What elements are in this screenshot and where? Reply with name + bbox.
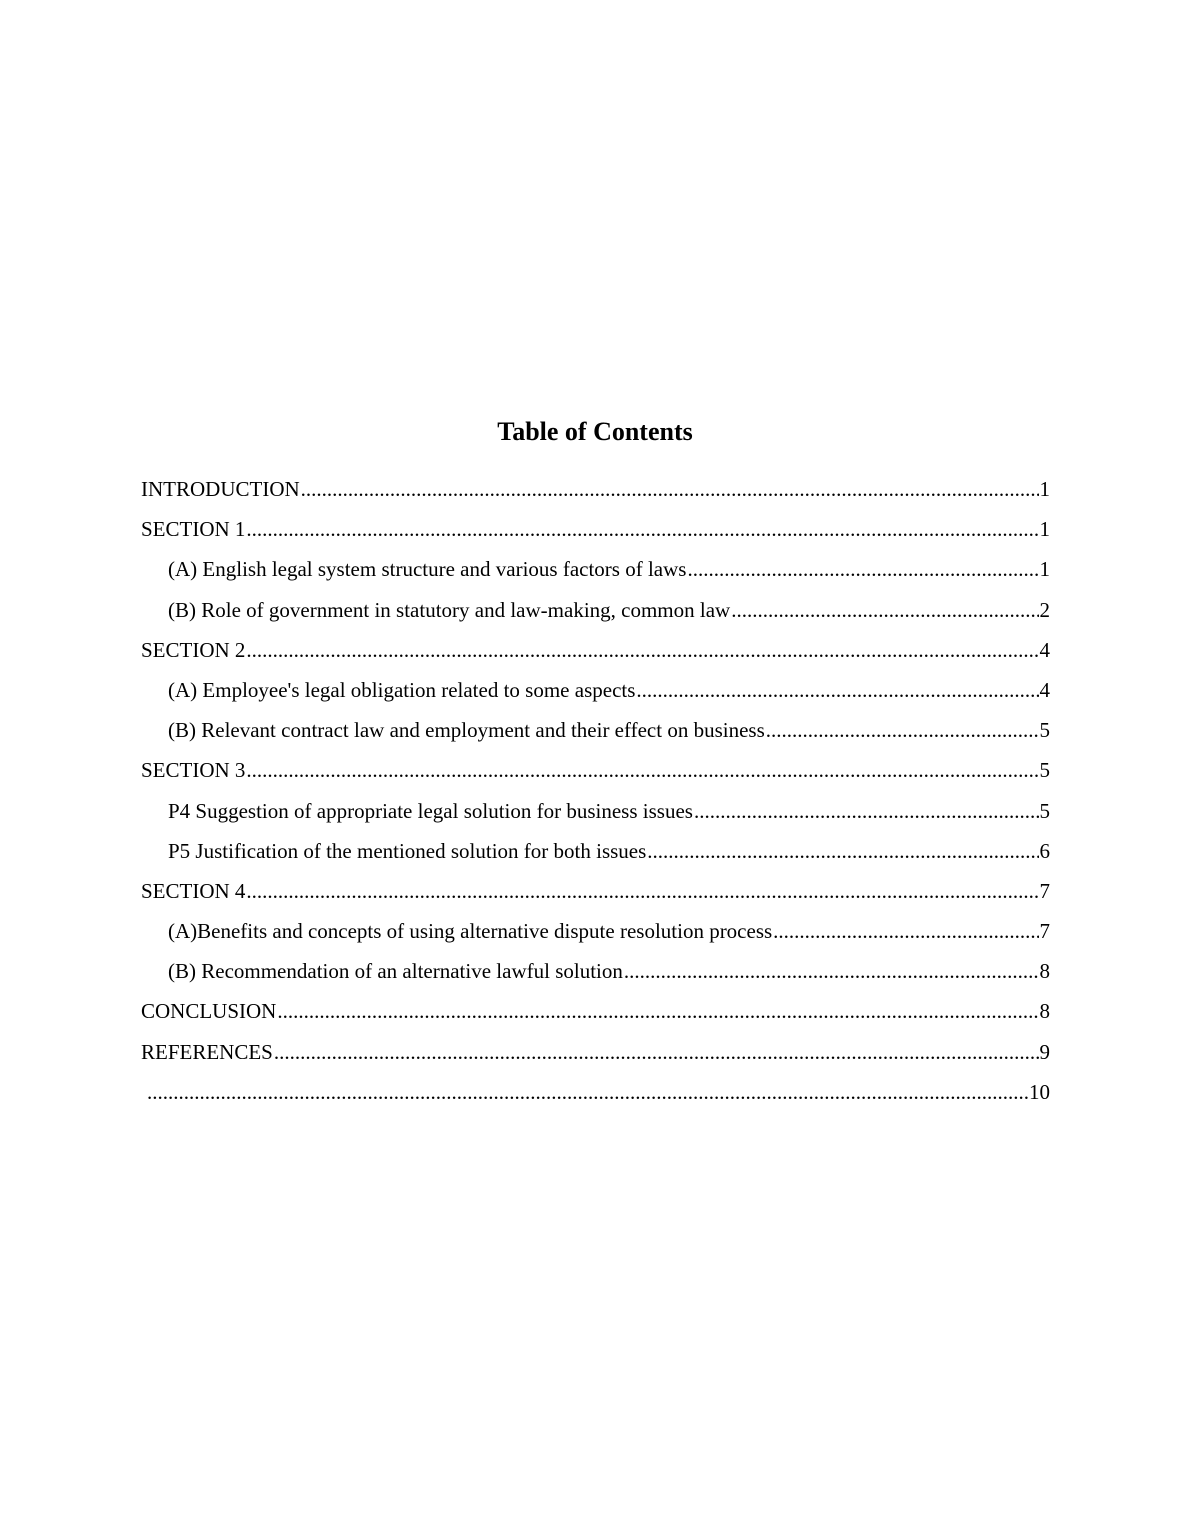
dot-leader <box>147 1075 1028 1109</box>
toc-entry-references[interactable] <box>141 1035 1050 1075</box>
toc-page-number: 5 <box>1039 718 1050 743</box>
toc-page-number: 5 <box>1039 758 1050 783</box>
toc-entry-section-4b[interactable] <box>141 954 1050 994</box>
toc-page-number: 1 <box>1039 557 1050 582</box>
dot-leader <box>694 794 1039 828</box>
toc-entry-text: P4 Suggestion of appropriate legal solution for business issues <box>168 798 693 823</box>
dot-leader <box>731 593 1038 627</box>
dot-leader <box>773 914 1038 948</box>
toc-entry-section-4a[interactable] <box>141 914 1050 954</box>
toc-entry-section-4[interactable] <box>141 874 1050 914</box>
toc-entry-section-2a[interactable] <box>141 673 1050 713</box>
dot-leader <box>246 512 1038 546</box>
toc-entry-text: P5 Justification of the mentioned solution for both issues <box>168 838 647 863</box>
toc-entry-text: SECTION 3 <box>141 758 246 783</box>
toc-entry-text: (A) Employee's legal obligation related to some aspects <box>168 677 636 702</box>
toc-entry-text: (B) Relevant contract law and employment and their effect on business <box>168 718 765 743</box>
toc-entry-text: REFERENCES <box>141 1039 273 1064</box>
toc-page-number: 5 <box>1039 798 1050 823</box>
dot-leader <box>636 673 1038 707</box>
toc-entry-text: (A)Benefits and concepts of using alternative dispute resolution process <box>168 919 773 944</box>
toc-page-number: 10 <box>1029 1079 1050 1104</box>
toc-page-number: 7 <box>1039 878 1050 903</box>
toc-entry-text: CONCLUSION <box>141 999 277 1024</box>
dot-leader <box>687 552 1038 586</box>
toc-entry-section-3[interactable] <box>141 753 1050 793</box>
toc-entry-text: INTRODUCTION <box>141 477 300 501</box>
toc-page-number: 4 <box>1039 677 1050 702</box>
dot-leader <box>274 1035 1039 1069</box>
toc-page-number: 6 <box>1039 838 1050 863</box>
toc-entry-untitled[interactable] <box>141 1075 1050 1115</box>
toc-page-number: 1 <box>1039 517 1050 542</box>
dot-leader <box>647 834 1038 868</box>
dot-leader <box>766 713 1039 747</box>
toc-page-number: 2 <box>1039 597 1050 622</box>
toc-title: Table of Contents <box>497 417 693 446</box>
toc-entry-text: SECTION 2 <box>141 637 246 662</box>
toc-page-number: 8 <box>1039 999 1050 1024</box>
dot-leader <box>301 472 1039 506</box>
dot-leader <box>246 633 1038 667</box>
toc-entry-text: (B) Recommendation of an alternative lawful solution <box>168 959 623 984</box>
toc-entry-section-1[interactable] <box>141 512 1050 552</box>
toc-page-number: 7 <box>1039 919 1050 944</box>
dot-leader <box>277 994 1038 1028</box>
dot-leader <box>246 753 1038 787</box>
dot-leader <box>624 954 1039 988</box>
toc-entry-introduction[interactable] <box>141 472 1050 512</box>
toc-entry-text: (B) Role of government in statutory and law-making, common law <box>168 597 731 622</box>
toc-entry-section-3-p5[interactable] <box>141 834 1050 874</box>
toc-entry-text: SECTION 4 <box>141 878 246 903</box>
toc-entry-section-2b[interactable] <box>141 713 1050 753</box>
toc-entry-section-3-p4[interactable] <box>141 794 1050 834</box>
toc-page-number: 9 <box>1039 1039 1050 1064</box>
toc-entry-section-1b[interactable] <box>141 593 1050 633</box>
toc-page-number: 8 <box>1039 959 1050 984</box>
toc-entry-section-1a[interactable] <box>141 552 1050 592</box>
toc-entry-conclusion[interactable] <box>141 994 1050 1034</box>
toc-page-number: 4 <box>1039 637 1050 662</box>
toc-entry-text: SECTION 1 <box>141 517 246 542</box>
dot-leader <box>246 874 1038 908</box>
toc-entry-section-2[interactable] <box>141 633 1050 673</box>
toc-list <box>141 472 1050 1115</box>
toc-entry-text: (A) English legal system structure and various factors of laws <box>168 557 687 582</box>
toc-page-number: 1 <box>1039 477 1050 501</box>
